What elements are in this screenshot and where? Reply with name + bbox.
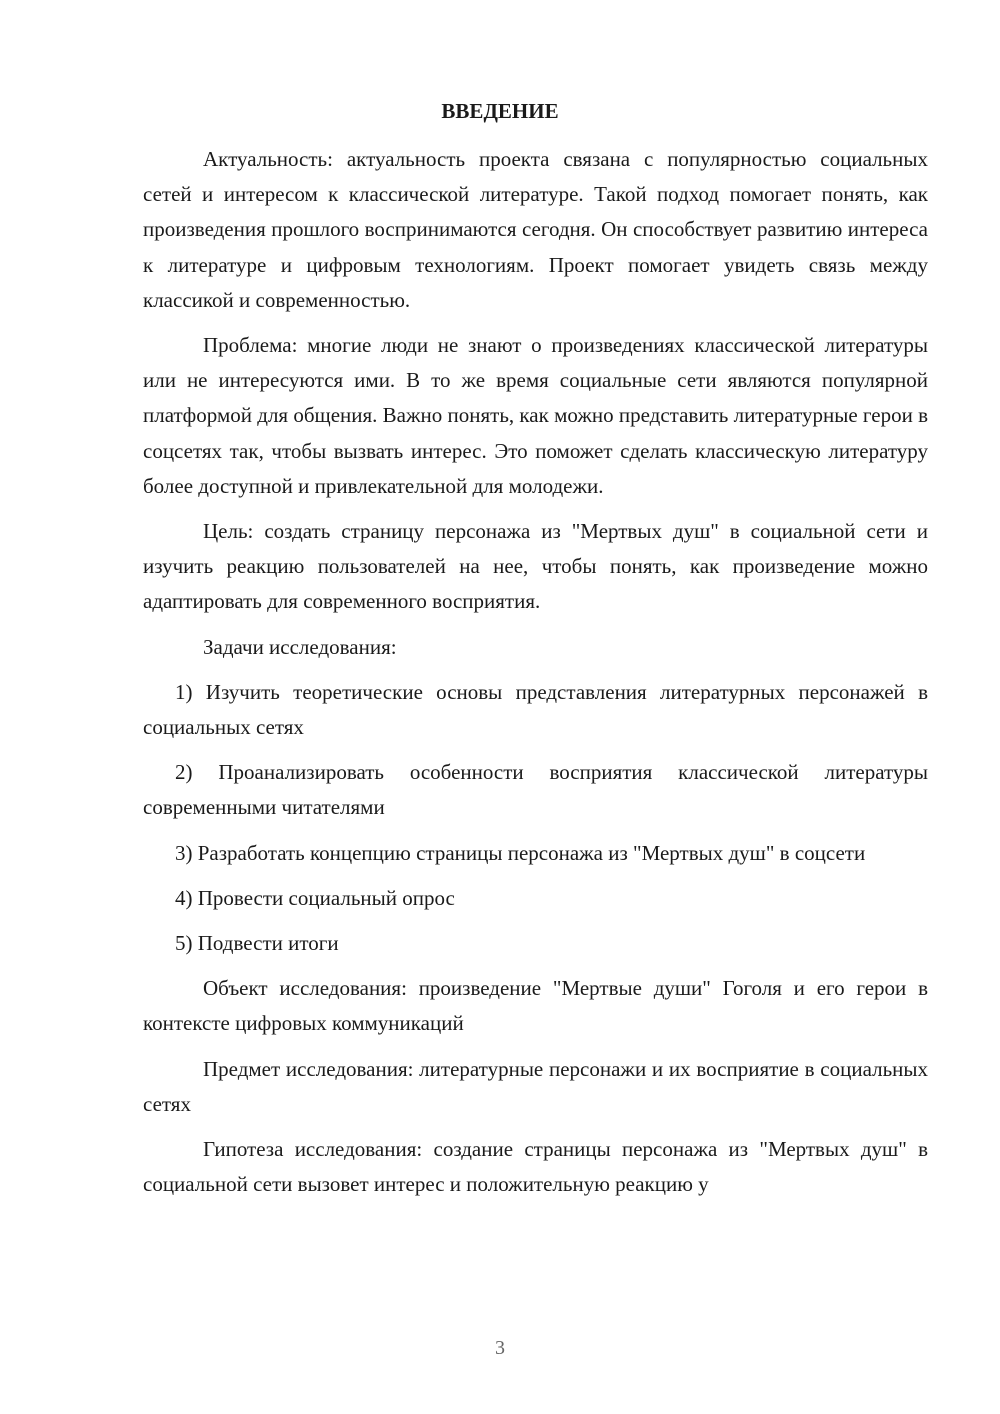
task-item-1: 1) Изучить теоретические основы представления литературных персонажей в социальных сетях bbox=[143, 679, 928, 740]
page-number: 3 bbox=[495, 1337, 505, 1359]
paragraph-problem: Проблема: многие люди не знают о произведениях классической литературы или не интересуются ими. В то же время социальные сети являются популярной платформой для общения. Важно понять, как можно представить литературные герои в соцсетях так, чтобы вызвать интерес. Это поможет сделать классическую литературу более доступной и привлекательной для молодежи. bbox=[143, 333, 928, 498]
task-item-3: 3) Разработать концепцию страницы персонажа из "Мертвых душ" в соцсети bbox=[175, 840, 866, 865]
page-title: ВВЕДЕНИЕ bbox=[441, 99, 559, 123]
document-body bbox=[143, 142, 928, 1212]
paragraph-subject: Предмет исследования: литературные персонажи и их восприятие в социальных сетях bbox=[143, 1056, 928, 1116]
paragraph-object: Объект исследования: произведение "Мертвые души" Гоголя и его герои в контексте цифровых коммуникаций bbox=[143, 976, 928, 1036]
paragraph-relevance: Актуальность: актуальность проекта связана с популярностью социальных сетей и интересом к классической литературе. Такой подход помогает понять, как произведения прошлого воспринимаются сегодня. Он способствует развитию интереса к литературе и цифровым технологиям. Проект помогает увидеть связь между классикой и современностью. bbox=[143, 147, 928, 312]
task-item-2: 2) Проанализировать особенности восприятия классической литературы современными читателями bbox=[143, 760, 928, 820]
paragraph-goal: Цель: создать страницу персонажа из "Мертвых душ" в социальной сети и изучить реакцию пользователей на нее, чтобы понять, как произведение можно адаптировать для современного восприятия. bbox=[143, 519, 928, 614]
task-item-4: 4) Провести социальный опрос bbox=[175, 885, 455, 910]
paragraph-hypothesis: Гипотеза исследования: создание страницы персонажа из "Мертвых душ" в социальной сети вызовет интерес и положительную реакцию у bbox=[143, 1137, 928, 1197]
paragraph-tasks-heading: Задачи исследования: bbox=[203, 634, 397, 659]
task-item-5: 5) Подвести итоги bbox=[175, 931, 339, 956]
